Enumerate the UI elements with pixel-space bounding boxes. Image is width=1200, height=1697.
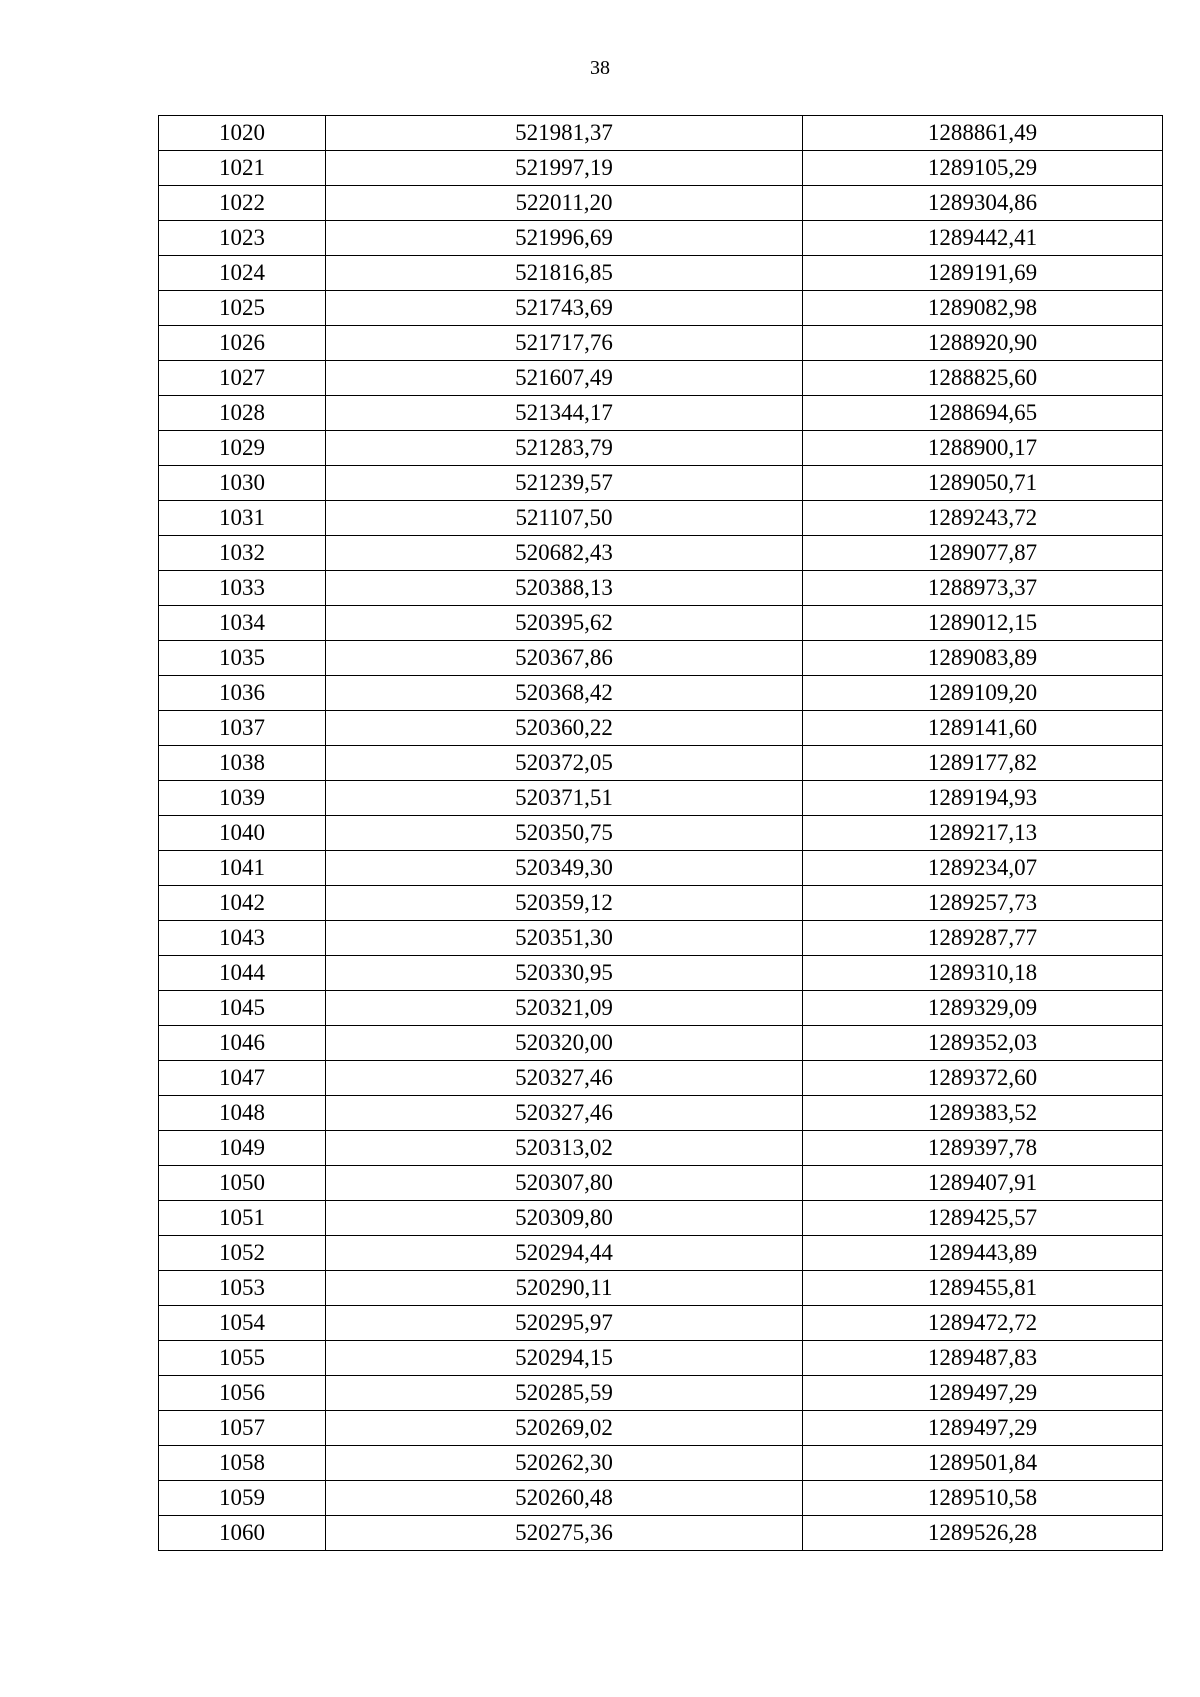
table-row <box>159 781 1163 816</box>
point-number-cell: 1024 <box>159 256 326 291</box>
table-row <box>159 536 1163 571</box>
y-coordinate-cell: 1289304,86 <box>803 186 1163 221</box>
x-coordinate-cell: 521997,19 <box>326 151 803 186</box>
y-coordinate-cell: 1289105,29 <box>803 151 1163 186</box>
x-coordinate-cell: 521816,85 <box>326 256 803 291</box>
point-number-cell: 1044 <box>159 956 326 991</box>
point-number-cell: 1039 <box>159 781 326 816</box>
x-coordinate-cell: 520307,80 <box>326 1166 803 1201</box>
x-coordinate-cell: 520320,00 <box>326 1026 803 1061</box>
x-coordinate-cell: 520294,15 <box>326 1341 803 1376</box>
table-row <box>159 1096 1163 1131</box>
x-coordinate-cell: 520349,30 <box>326 851 803 886</box>
x-coordinate-cell: 520275,36 <box>326 1516 803 1551</box>
point-number-cell: 1034 <box>159 606 326 641</box>
x-coordinate-cell: 520309,80 <box>326 1201 803 1236</box>
point-number-cell: 1033 <box>159 571 326 606</box>
y-coordinate-cell: 1289510,58 <box>803 1481 1163 1516</box>
point-number-cell: 1025 <box>159 291 326 326</box>
y-coordinate-cell: 1289397,78 <box>803 1131 1163 1166</box>
point-number-cell: 1055 <box>159 1341 326 1376</box>
x-coordinate-cell: 520368,42 <box>326 676 803 711</box>
y-coordinate-cell: 1288825,60 <box>803 361 1163 396</box>
table-row <box>159 431 1163 466</box>
table-row <box>159 116 1163 151</box>
x-coordinate-cell: 520321,09 <box>326 991 803 1026</box>
coordinates-table-body <box>159 116 1163 1551</box>
table-row <box>159 186 1163 221</box>
point-number-cell: 1020 <box>159 116 326 151</box>
table-row <box>159 361 1163 396</box>
x-coordinate-cell: 520285,59 <box>326 1376 803 1411</box>
x-coordinate-cell: 520388,13 <box>326 571 803 606</box>
y-coordinate-cell: 1289372,60 <box>803 1061 1163 1096</box>
x-coordinate-cell: 520313,02 <box>326 1131 803 1166</box>
table-row <box>159 606 1163 641</box>
point-number-cell: 1021 <box>159 151 326 186</box>
table-row <box>159 1061 1163 1096</box>
x-coordinate-cell: 521981,37 <box>326 116 803 151</box>
point-number-cell: 1058 <box>159 1446 326 1481</box>
x-coordinate-cell: 522011,20 <box>326 186 803 221</box>
y-coordinate-cell: 1289526,28 <box>803 1516 1163 1551</box>
y-coordinate-cell: 1289194,93 <box>803 781 1163 816</box>
table-row <box>159 396 1163 431</box>
y-coordinate-cell: 1289077,87 <box>803 536 1163 571</box>
y-coordinate-cell: 1289329,09 <box>803 991 1163 1026</box>
y-coordinate-cell: 1288973,37 <box>803 571 1163 606</box>
point-number-cell: 1040 <box>159 816 326 851</box>
point-number-cell: 1036 <box>159 676 326 711</box>
point-number-cell: 1042 <box>159 886 326 921</box>
x-coordinate-cell: 520290,11 <box>326 1271 803 1306</box>
table-row <box>159 746 1163 781</box>
x-coordinate-cell: 520294,44 <box>326 1236 803 1271</box>
x-coordinate-cell: 521607,49 <box>326 361 803 396</box>
point-number-cell: 1052 <box>159 1236 326 1271</box>
point-number-cell: 1045 <box>159 991 326 1026</box>
table-row <box>159 956 1163 991</box>
point-number-cell: 1023 <box>159 221 326 256</box>
y-coordinate-cell: 1289191,69 <box>803 256 1163 291</box>
x-coordinate-cell: 520262,30 <box>326 1446 803 1481</box>
y-coordinate-cell: 1289083,89 <box>803 641 1163 676</box>
y-coordinate-cell: 1289082,98 <box>803 291 1163 326</box>
y-coordinate-cell: 1289443,89 <box>803 1236 1163 1271</box>
point-number-cell: 1054 <box>159 1306 326 1341</box>
y-coordinate-cell: 1289497,29 <box>803 1376 1163 1411</box>
x-coordinate-cell: 520359,12 <box>326 886 803 921</box>
point-number-cell: 1041 <box>159 851 326 886</box>
point-number-cell: 1048 <box>159 1096 326 1131</box>
table-row <box>159 1376 1163 1411</box>
point-number-cell: 1027 <box>159 361 326 396</box>
x-coordinate-cell: 521996,69 <box>326 221 803 256</box>
y-coordinate-cell: 1289012,15 <box>803 606 1163 641</box>
point-number-cell: 1056 <box>159 1376 326 1411</box>
y-coordinate-cell: 1288920,90 <box>803 326 1163 361</box>
coordinates-table <box>158 115 1163 1551</box>
table-row <box>159 851 1163 886</box>
point-number-cell: 1029 <box>159 431 326 466</box>
y-coordinate-cell: 1289243,72 <box>803 501 1163 536</box>
x-coordinate-cell: 521283,79 <box>326 431 803 466</box>
table-row <box>159 1166 1163 1201</box>
point-number-cell: 1035 <box>159 641 326 676</box>
y-coordinate-cell: 1289455,81 <box>803 1271 1163 1306</box>
table-row <box>159 1481 1163 1516</box>
x-coordinate-cell: 520372,05 <box>326 746 803 781</box>
y-coordinate-cell: 1288861,49 <box>803 116 1163 151</box>
point-number-cell: 1047 <box>159 1061 326 1096</box>
x-coordinate-cell: 521107,50 <box>326 501 803 536</box>
y-coordinate-cell: 1289497,29 <box>803 1411 1163 1446</box>
table-row <box>159 991 1163 1026</box>
point-number-cell: 1049 <box>159 1131 326 1166</box>
point-number-cell: 1038 <box>159 746 326 781</box>
x-coordinate-cell: 520269,02 <box>326 1411 803 1446</box>
point-number-cell: 1043 <box>159 921 326 956</box>
x-coordinate-cell: 520350,75 <box>326 816 803 851</box>
table-row <box>159 221 1163 256</box>
table-row <box>159 466 1163 501</box>
point-number-cell: 1028 <box>159 396 326 431</box>
y-coordinate-cell: 1289442,41 <box>803 221 1163 256</box>
y-coordinate-cell: 1289501,84 <box>803 1446 1163 1481</box>
y-coordinate-cell: 1289109,20 <box>803 676 1163 711</box>
y-coordinate-cell: 1288694,65 <box>803 396 1163 431</box>
y-coordinate-cell: 1289487,83 <box>803 1341 1163 1376</box>
table-row <box>159 1026 1163 1061</box>
table-row <box>159 1201 1163 1236</box>
x-coordinate-cell: 521239,57 <box>326 466 803 501</box>
table-row <box>159 641 1163 676</box>
x-coordinate-cell: 520327,46 <box>326 1061 803 1096</box>
x-coordinate-cell: 521344,17 <box>326 396 803 431</box>
y-coordinate-cell: 1289310,18 <box>803 956 1163 991</box>
table-row <box>159 676 1163 711</box>
table-row <box>159 1131 1163 1166</box>
x-coordinate-cell: 520330,95 <box>326 956 803 991</box>
page-number: 38 <box>590 57 610 79</box>
table-row <box>159 711 1163 746</box>
point-number-cell: 1037 <box>159 711 326 746</box>
y-coordinate-cell: 1289050,71 <box>803 466 1163 501</box>
table-row <box>159 501 1163 536</box>
y-coordinate-cell: 1289234,07 <box>803 851 1163 886</box>
table-row <box>159 291 1163 326</box>
table-row <box>159 1411 1163 1446</box>
x-coordinate-cell: 520360,22 <box>326 711 803 746</box>
table-row <box>159 571 1163 606</box>
x-coordinate-cell: 521743,69 <box>326 291 803 326</box>
table-row <box>159 886 1163 921</box>
point-number-cell: 1050 <box>159 1166 326 1201</box>
table-row <box>159 326 1163 361</box>
x-coordinate-cell: 520295,97 <box>326 1306 803 1341</box>
table-row <box>159 921 1163 956</box>
table-row <box>159 1306 1163 1341</box>
point-number-cell: 1046 <box>159 1026 326 1061</box>
table-row <box>159 816 1163 851</box>
y-coordinate-cell: 1289287,77 <box>803 921 1163 956</box>
point-number-cell: 1032 <box>159 536 326 571</box>
y-coordinate-cell: 1289141,60 <box>803 711 1163 746</box>
x-coordinate-cell: 520351,30 <box>326 921 803 956</box>
y-coordinate-cell: 1289383,52 <box>803 1096 1163 1131</box>
table-row <box>159 1271 1163 1306</box>
point-number-cell: 1051 <box>159 1201 326 1236</box>
point-number-cell: 1059 <box>159 1481 326 1516</box>
x-coordinate-cell: 520682,43 <box>326 536 803 571</box>
x-coordinate-cell: 520395,62 <box>326 606 803 641</box>
table-row <box>159 1446 1163 1481</box>
y-coordinate-cell: 1289425,57 <box>803 1201 1163 1236</box>
y-coordinate-cell: 1288900,17 <box>803 431 1163 466</box>
y-coordinate-cell: 1289217,13 <box>803 816 1163 851</box>
table-row <box>159 256 1163 291</box>
point-number-cell: 1030 <box>159 466 326 501</box>
point-number-cell: 1022 <box>159 186 326 221</box>
x-coordinate-cell: 520367,86 <box>326 641 803 676</box>
y-coordinate-cell: 1289407,91 <box>803 1166 1163 1201</box>
y-coordinate-cell: 1289177,82 <box>803 746 1163 781</box>
table-row <box>159 151 1163 186</box>
x-coordinate-cell: 521717,76 <box>326 326 803 361</box>
point-number-cell: 1057 <box>159 1411 326 1446</box>
point-number-cell: 1031 <box>159 501 326 536</box>
x-coordinate-cell: 520371,51 <box>326 781 803 816</box>
table-row <box>159 1341 1163 1376</box>
x-coordinate-cell: 520327,46 <box>326 1096 803 1131</box>
y-coordinate-cell: 1289257,73 <box>803 886 1163 921</box>
table-row <box>159 1236 1163 1271</box>
point-number-cell: 1060 <box>159 1516 326 1551</box>
table-row <box>159 1516 1163 1551</box>
y-coordinate-cell: 1289352,03 <box>803 1026 1163 1061</box>
point-number-cell: 1053 <box>159 1271 326 1306</box>
point-number-cell: 1026 <box>159 326 326 361</box>
x-coordinate-cell: 520260,48 <box>326 1481 803 1516</box>
y-coordinate-cell: 1289472,72 <box>803 1306 1163 1341</box>
